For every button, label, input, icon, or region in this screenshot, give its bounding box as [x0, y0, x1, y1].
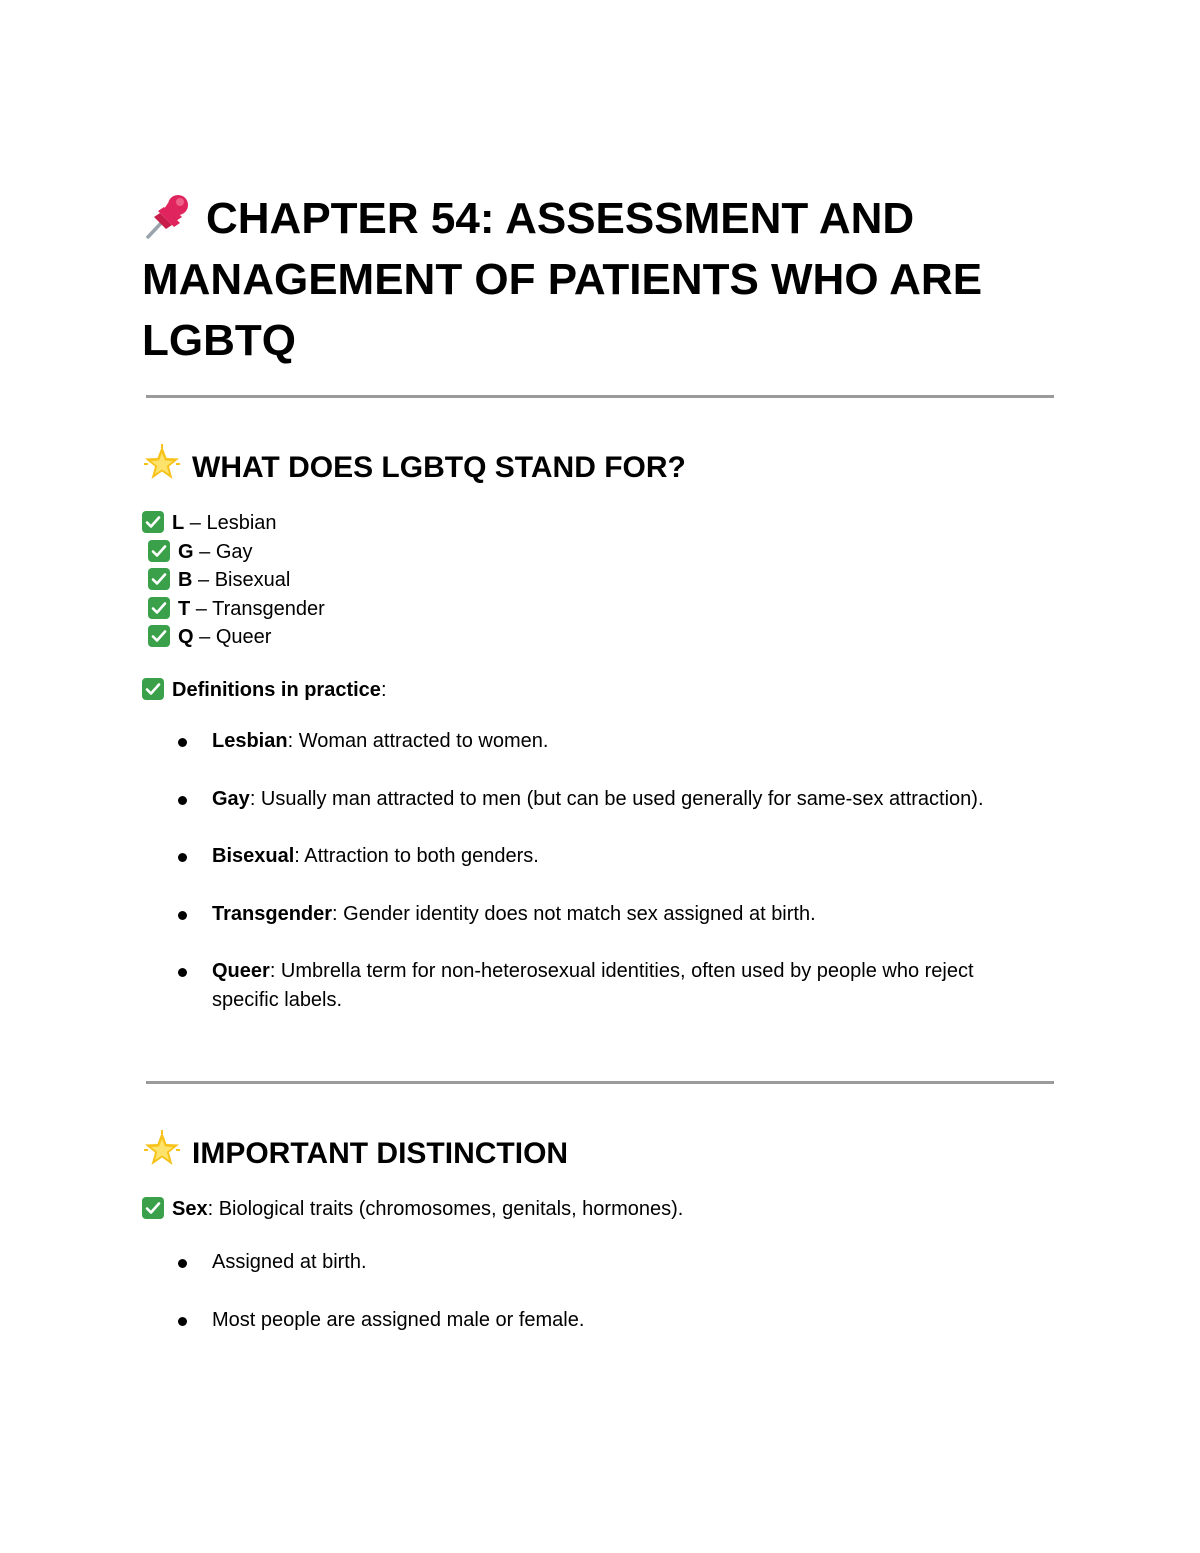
bullet-icon — [178, 968, 187, 977]
acronym-list — [142, 509, 325, 652]
list-item: Queer: Umbrella term for non-heterosexual identities, often used by people who reject specific labels. — [178, 957, 1034, 1014]
page-title-text: CHAPTER 54: ASSESSMENT AND MANAGEMENT OF PATIENTS WHO ARE LGBTQ — [142, 194, 983, 365]
page-title — [142, 188, 1057, 371]
section-divider — [146, 1081, 1054, 1084]
bullet-icon — [178, 853, 187, 862]
acronym-item: L – Lesbian — [142, 509, 325, 538]
list-item: Transgender: Gender identity does not match sex assigned at birth. — [178, 900, 1058, 929]
section-heading-distinction — [142, 1130, 568, 1172]
check-mark-icon — [142, 1197, 164, 1219]
section-heading-text: WHAT DOES LGBTQ STAND FOR? — [192, 451, 686, 484]
section-divider — [146, 395, 1054, 398]
glowing-star-icon — [142, 1130, 182, 1170]
list-item: Gay: Usually man attracted to men (but can be used generally for same-sex attraction). — [178, 785, 1058, 814]
section-heading-text: IMPORTANT DISTINCTION — [192, 1137, 569, 1170]
acronym-item: T – Transgender — [142, 595, 325, 624]
list-item: Bisexual: Attraction to both genders. — [178, 842, 1058, 871]
bullet-icon — [178, 738, 187, 747]
sex-definition: Sex: Biological traits (chromosomes, genitals, hormones). — [142, 1195, 683, 1224]
check-mark-icon — [148, 568, 170, 590]
bullet-icon — [178, 1317, 187, 1326]
definitions-list — [178, 727, 1058, 1014]
check-mark-icon — [148, 625, 170, 647]
check-mark-icon — [148, 597, 170, 619]
check-mark-icon — [148, 540, 170, 562]
section-heading-lgbtq — [142, 444, 686, 486]
check-mark-icon — [142, 511, 164, 533]
list-item: Most people are assigned male or female. — [178, 1306, 1058, 1335]
glowing-star-icon — [142, 444, 182, 484]
definitions-label: Definitions in practice: — [142, 676, 387, 705]
acronym-item: B – Bisexual — [142, 566, 325, 595]
sex-details-list — [178, 1248, 1058, 1334]
acronym-item: Q – Queer — [142, 623, 325, 652]
list-item: Lesbian: Woman attracted to women. — [178, 727, 1058, 756]
pushpin-icon — [142, 193, 192, 239]
list-item: Assigned at birth. — [178, 1248, 1058, 1277]
check-mark-icon — [142, 678, 164, 700]
acronym-item: G – Gay — [142, 538, 325, 567]
bullet-icon — [178, 796, 187, 805]
bullet-icon — [178, 911, 187, 920]
bullet-icon — [178, 1259, 187, 1268]
